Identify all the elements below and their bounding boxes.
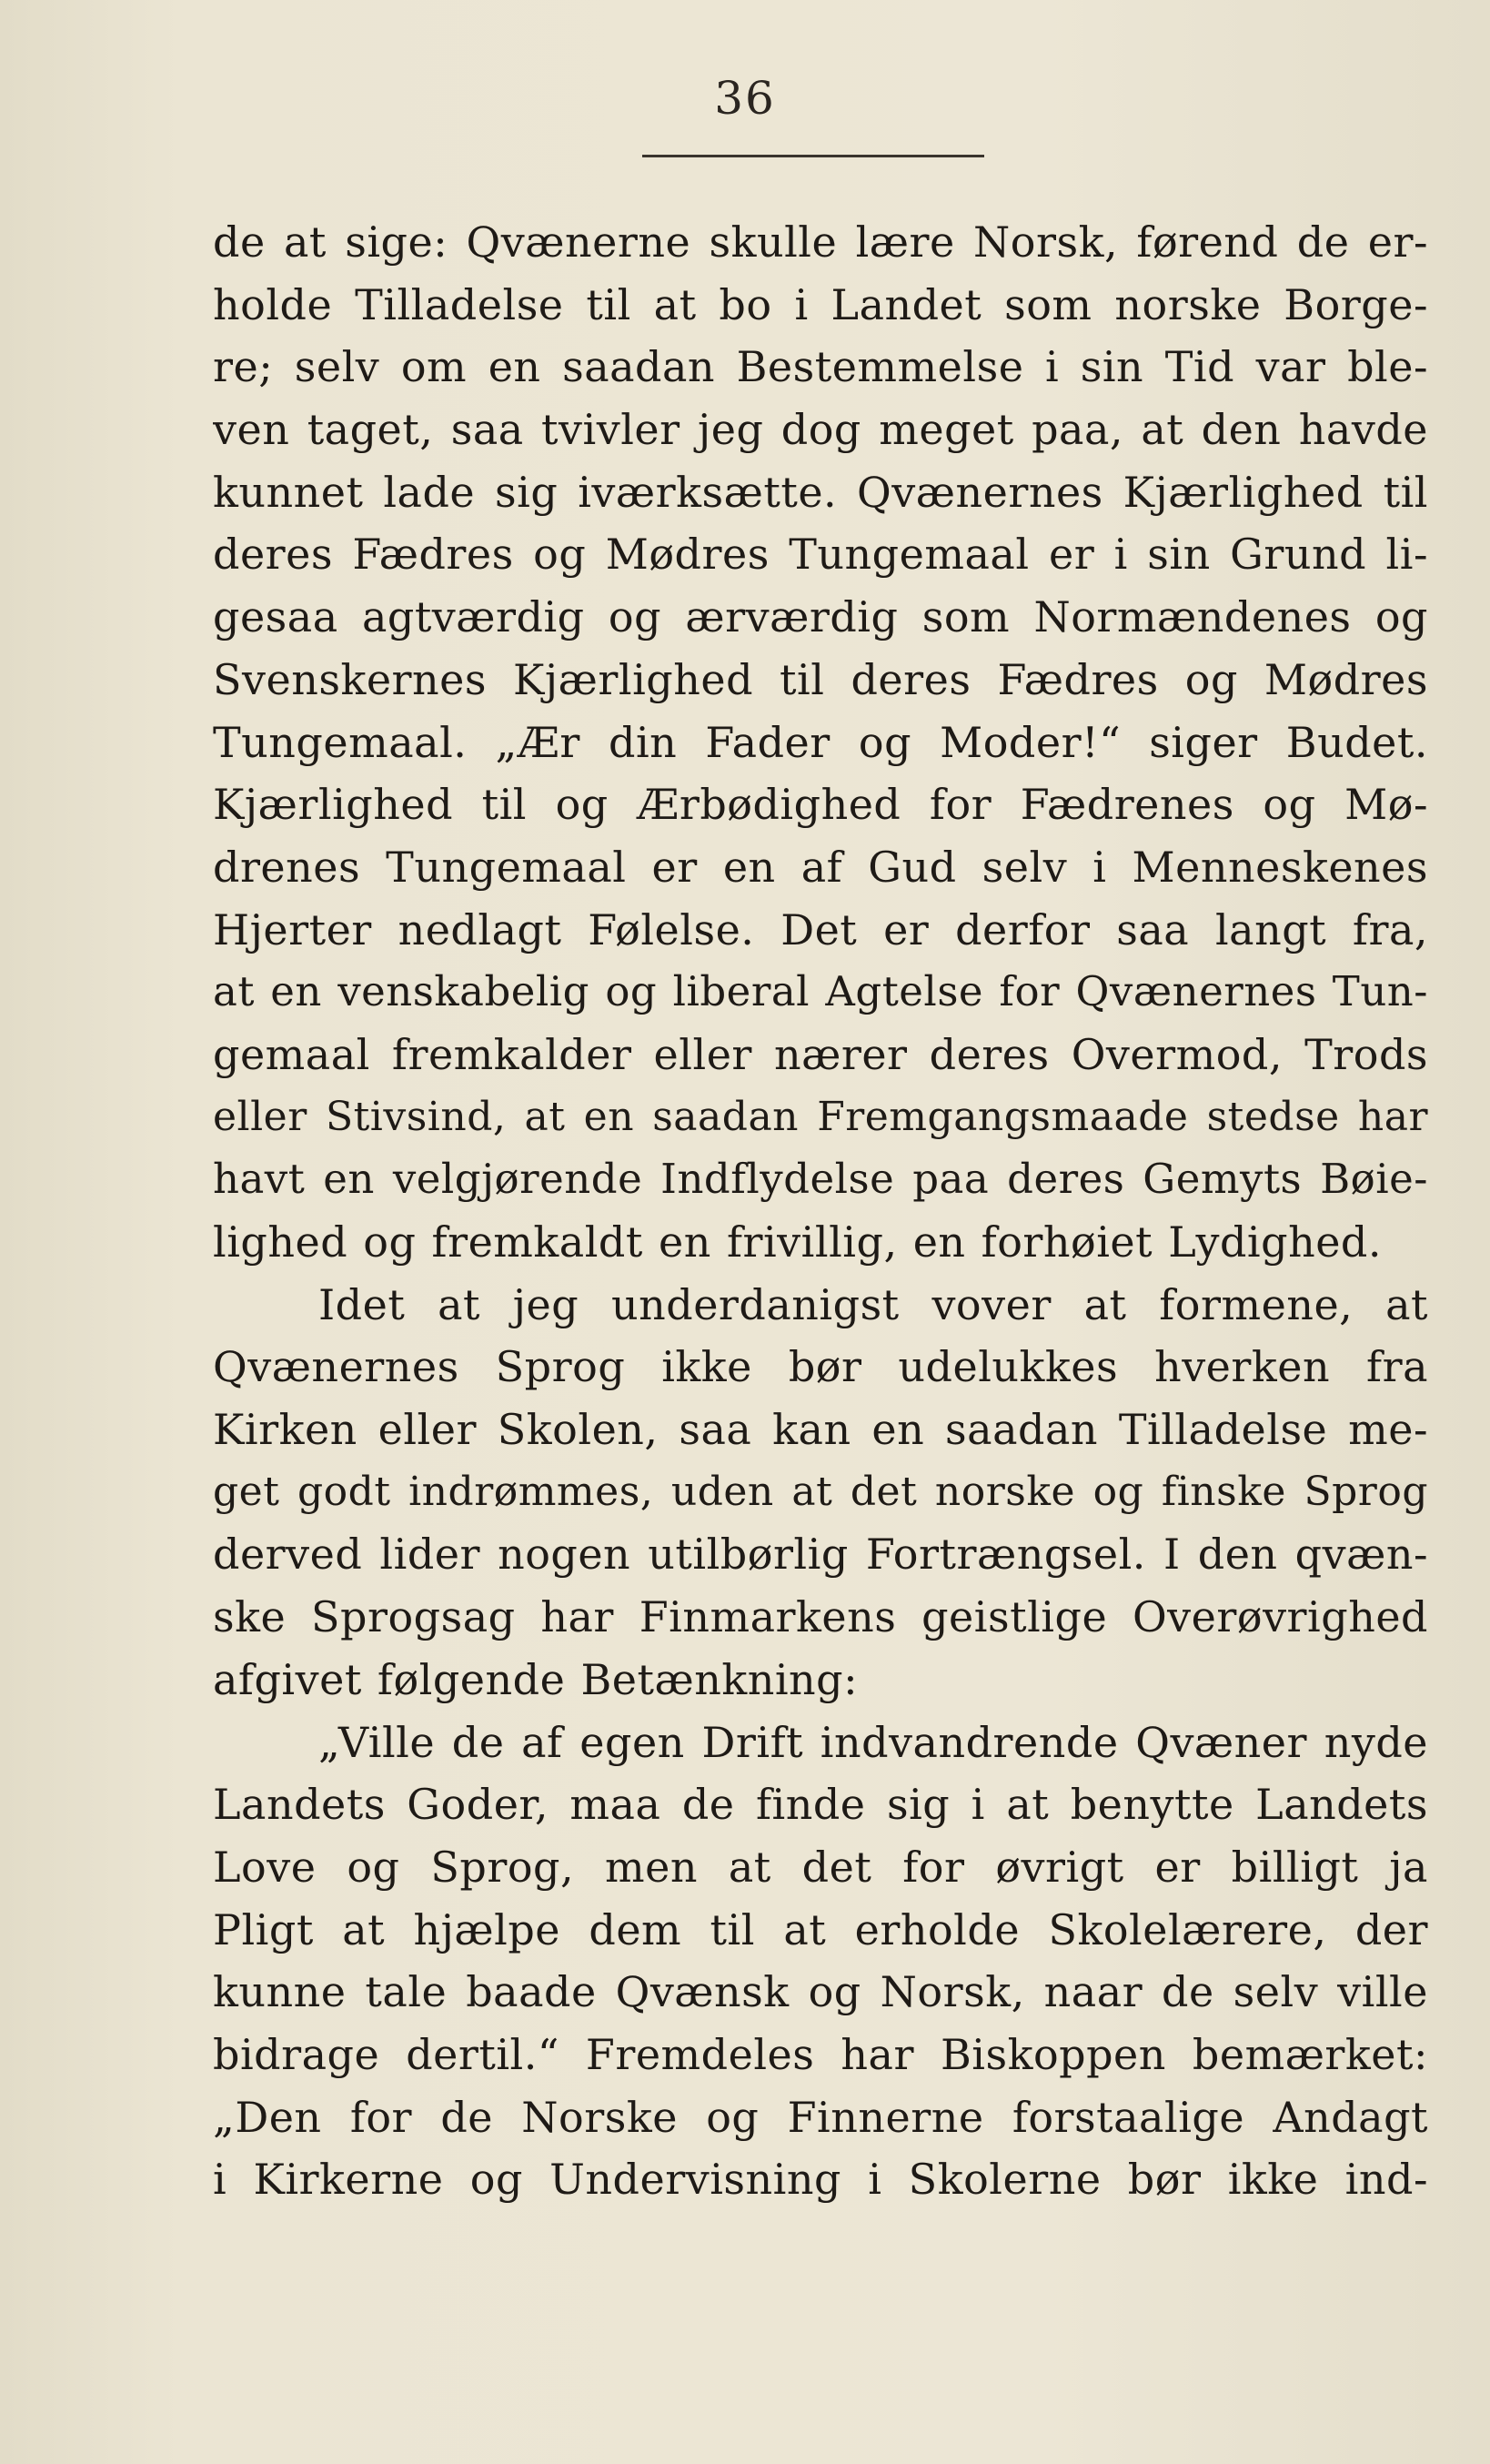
text-line: havt en velgjørende Indflydelse paa deres Gemyts Bøie- [213,1155,1428,1204]
text-line: deres Fædres og Mødres Tungemaal er i sin Grund li- [213,530,1428,580]
text-line: drenes Tungemaal er en af Gud selv i Menneskenes [213,842,1428,892]
text-line: eller Stivsind, at en saadan Fremgangsmaade stedse har [213,1093,1428,1140]
text-line: Love og Sprog, men at det for øvrigt er billigt ja [213,1842,1428,1892]
text-line: Tungemaal. „Ær din Fader og Moder!“ siger Budet. [213,717,1428,767]
text-line: lighed og fremkaldt en frivillig, en forhøiet Lydighed. [213,1217,1382,1267]
text-line: Svenskernes Kjærlighed til deres Fædres og Mødres [213,654,1428,704]
text-line: Pligt at hjælpe dem til at erholde Skolelærere, der [213,1904,1428,1954]
text-line: ven taget, saa tvivler jeg dog meget paa, at den havde [213,405,1428,455]
body-text [213,211,1428,2211]
text-line: de at sige: Qvænerne skulle lære Norsk, førend de er- [213,217,1428,267]
text-line: afgivet følgende Betænkning: [213,1654,859,1704]
text-line: Kirken eller Skolen, saa kan en saadan Tilladelse me- [213,1405,1428,1455]
text-line: holde Tilladelse til at bo i Landet som norske Borge- [213,279,1428,329]
text-line: „Den for de Norske og Finnerne forstaalige Andagt [213,2092,1428,2142]
text-line: ske Sprogsag har Finmarkens geistlige Overøvrighed [213,1592,1428,1642]
text-line: Qvænernes Sprog ikke bør udelukkes hverken fra [213,1342,1428,1392]
text-line: re; selv om en saadan Bestemmelse i sin Tid var ble- [213,342,1428,392]
text-line: at en venskabelig og liberal Agtelse for Qvænernes Tun- [213,967,1428,1016]
text-line: gemaal fremkalder eller nærer deres Overmod, Trods [213,1029,1428,1079]
header-rule [642,155,984,157]
text-line: Hjerter nedlagt Følelse. Det er derfor saa langt fra, [213,904,1428,954]
text-line: i Kirkerne og Undervisning i Skolerne bør ikke ind- [213,2155,1428,2205]
text-line: kunne tale baade Qvænsk og Norsk, naar de selv ville [213,1967,1428,2017]
text-line: kunnet lade sig iværksætte. Qvænernes Kjærlighed til [213,467,1428,517]
text-line: „Ville de af egen Drift indvandrende Qvæner nyde [318,1717,1428,1767]
text-line: gesaa agtværdig og ærværdig som Normændenes og [213,592,1428,642]
text-line: Kjærlighed til og Ærbødighed for Fædrenes og Mø- [213,780,1428,830]
page-number: 36 [714,72,776,125]
text-line: Landets Goder, maa de finde sig i at benytte Landets [213,1780,1428,1830]
text-line: bidrage dertil.“ Fremdeles har Biskoppen bemærket: [213,2029,1428,2079]
text-line: derved lider nogen utilbørlig Fortrængsel. I den qvæn- [213,1530,1428,1580]
text-line: get godt indrømmes, uden at det norske og finske Sprog [213,1468,1428,1515]
text-line: Idet at jeg underdanigst vover at formene, at [318,1279,1428,1329]
